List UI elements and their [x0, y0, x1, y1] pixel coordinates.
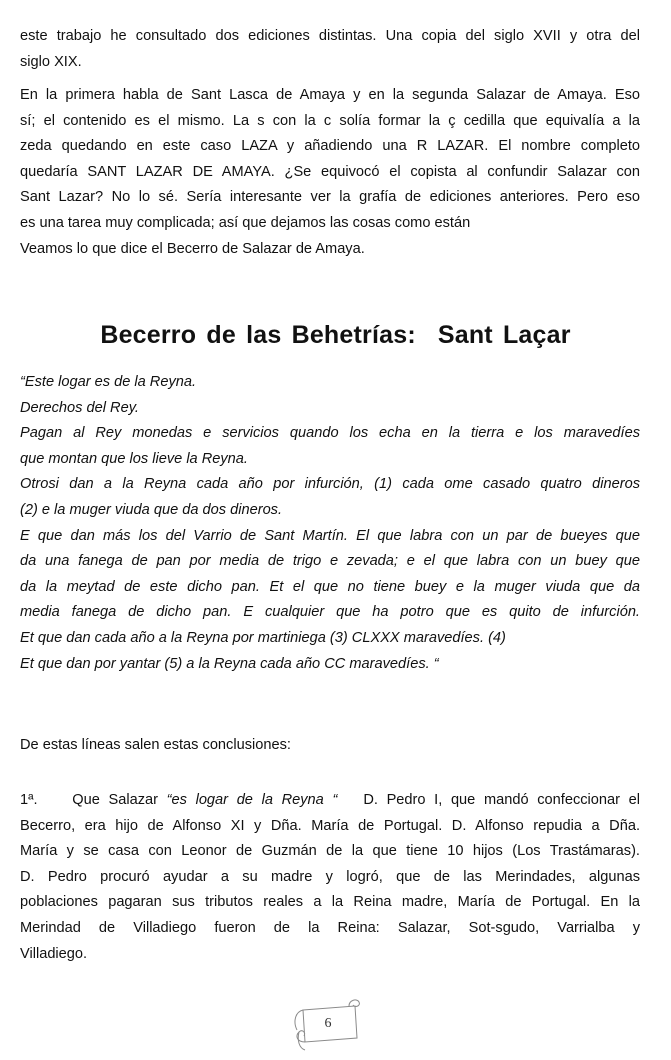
- section-heading: [0, 317, 671, 353]
- text-line: es una tarea muy complicada; así que dejamos las cosas como están: [20, 214, 471, 231]
- page-number: 6: [324, 1016, 332, 1031]
- conclusion-lead: Que Salazar: [72, 792, 158, 808]
- quote-line: que montan que los lieve la Reyna.: [20, 450, 248, 467]
- quote-line: “Este logar es de la Reyna.: [20, 374, 197, 390]
- text-line: siglo XIX.: [20, 53, 82, 70]
- text-line: quedaría SANT LAZAR DE AMAYA. ¿Se equivocó el copista al confundir Salazar con: [20, 163, 640, 180]
- text-line: De estas líneas salen estas conclusiones:: [20, 737, 291, 753]
- text-line: Veamos lo que dice el Becerro de Salazar de Amaya.: [20, 240, 365, 257]
- conclusion-quote: “es logar de la Reyna “: [166, 792, 338, 808]
- conclusion-1: [20, 788, 640, 967]
- heading-part-1: Becerro de las Behetrías:: [100, 321, 416, 349]
- intro-paragraph-2: [20, 83, 640, 262]
- page-number-ornament: [289, 996, 363, 1054]
- text-line: Becerro, era hijo de Alfonso XI y Dña. María de Portugal. D. Alfonso repudia a Dña.: [20, 817, 640, 834]
- text-line: En la primera habla de Sant Lasca de Amaya y en la segunda Salazar de Amaya. Eso: [20, 87, 640, 103]
- text-line: poblaciones pagaran sus tributos reales a la Reina madre, María de Portugal. En la: [20, 894, 640, 911]
- conclusion-first-line: [20, 788, 640, 814]
- quote-line: Otrosi dan a la Reyna cada año por infurción, (1) cada ome casado quatro dineros: [20, 476, 640, 493]
- quote-line: media fanega de dicho pan. E cualquier que ha potro que es quito de infurción.: [20, 604, 640, 621]
- quoted-excerpt: [20, 370, 640, 677]
- text-line: D. Pedro procuró ayudar a su madre y logró, que de las Merindades, algunas: [20, 868, 640, 885]
- conclusions-intro: [20, 733, 640, 759]
- text-line: Merindad de Villadiego fueron de la Reina: Salazar, Sot-sgudo, Varrialba y: [20, 919, 640, 936]
- quote-line: Et que dan por yantar (5) a la Reyna cada año CC maravedíes. “: [20, 655, 439, 672]
- heading-part-2: Sant Laçar: [437, 321, 571, 349]
- conclusion-number: 1ª.: [20, 792, 38, 808]
- text-line: Sant Lazar? No lo sé. Sería interesante ver la grafía de ediciones anteriores. Pero eso: [20, 189, 640, 206]
- quote-line: (2) e la muger viuda que da dos dineros.: [20, 501, 283, 518]
- quote-line: Et que dan cada año a la Reyna por martiniega (3) CLXXX maravedíes. (4): [20, 629, 506, 646]
- text-line: este trabajo he consultado dos ediciones distintas. Una copia del siglo XVII y otra del: [20, 28, 640, 44]
- quote-line: E que dan más los del Varrio de Sant Martín. El que labra con un par de bueyes que: [20, 527, 640, 544]
- text-line: María y se casa con Leonor de Guzmán de la que tiene 10 hijos (Los Trastámaras).: [20, 843, 640, 860]
- text-line: sí; el contenido es el mismo. La s con la c solía formar la ç cedilla que equivalía a la: [20, 112, 640, 129]
- quote-line: da la meytad de este dicho pan. Et el que no tiene buey e la muger viuda que da: [20, 578, 640, 595]
- quote-line: Pagan al Rey monedas e servicios quando los echa en la tierra e los maravedíes: [20, 425, 640, 442]
- conclusion-first-line-rest: D. Pedro I, que mandó confeccionar el: [363, 792, 641, 808]
- text-line: Villadiego.: [20, 945, 88, 962]
- quote-line: Derechos del Rey.: [20, 399, 139, 416]
- text-line: zeda quedando en este caso LAZA y añadiendo una R LAZAR. El nombre completo: [20, 138, 640, 155]
- quote-line: da una fanega de pan por media de trigo e zevada; e el que labra con un buey que: [20, 553, 640, 570]
- intro-paragraph-1: [20, 24, 640, 75]
